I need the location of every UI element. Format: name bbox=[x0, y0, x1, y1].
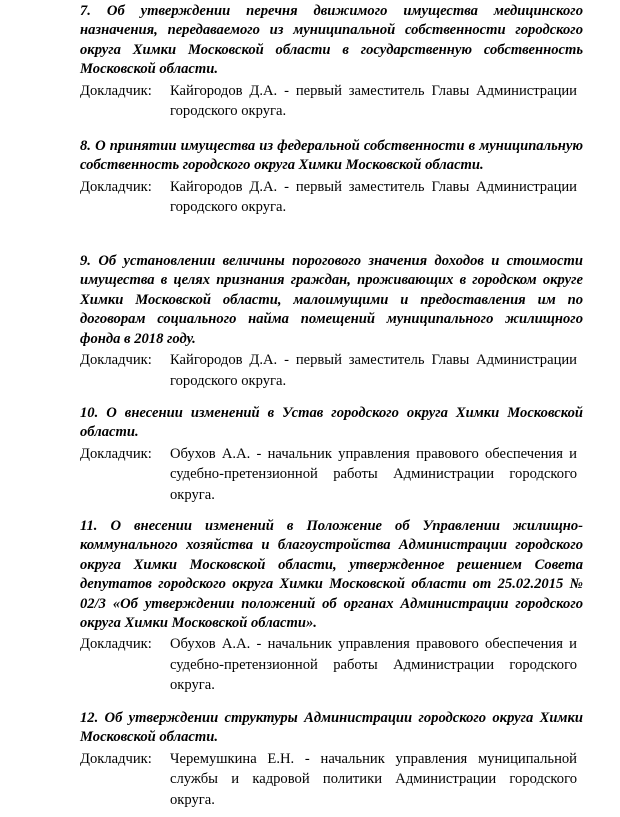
speaker-label: Докладчик: bbox=[80, 82, 152, 99]
agenda-item-title-text: Об установлении величины порогового значения доходов и стоимости имущества в целях признания граждан, проживающих в городском округе Химки Московской области, малоимущими и предоставления им по договорам социального найма помещений муниципального жилищного фонда в 2018 году. bbox=[80, 253, 583, 347]
speaker-row bbox=[80, 749, 583, 811]
agenda-item-title-text: Об утверждении структуры Администрации городского округа Химки Московской области. bbox=[80, 710, 583, 746]
agenda-item-12 bbox=[80, 709, 583, 810]
agenda-item-title bbox=[80, 404, 583, 443]
agenda-item-number: 7. bbox=[80, 3, 91, 19]
agenda-item-7 bbox=[80, 2, 583, 122]
speaker-name: Обухов А.А. - начальник управления правового обеспечения и судебно-претензионной работы Администрации городского округа. bbox=[170, 445, 577, 503]
agenda-item-number: 9. bbox=[80, 253, 91, 269]
agenda-item-title-text: О внесении изменений в Положение об Управлении жилищно-коммунального хозяйства и благоустройства Администрации городского округа Химки Московской области, утвержденное решением Совета депутатов городского округа Химки Московской области от 25.02.2015 № 02/3 «Об утверждении положений об органах Администрации городского округа Химки Московской области». bbox=[80, 518, 583, 632]
speaker-name: Кайгородов Д.А. - первый заместитель Главы Администрации городского округа. bbox=[170, 352, 577, 389]
agenda-item-title-text: Об утверждении перечня движимого имущества медицинского назначения, передаваемого из муниципальной собственности городского округа Химки Московской области в государственную собственность Московской области. bbox=[80, 3, 583, 78]
agenda-item-title bbox=[80, 137, 583, 176]
speaker-name: Обухов А.А. - начальник управления правового обеспечения и судебно-претензионной работы Администрации городского округа. bbox=[170, 636, 577, 694]
agenda-item-number: 11. bbox=[80, 518, 98, 534]
agenda-item-8 bbox=[80, 137, 583, 218]
speaker-label: Докладчик: bbox=[80, 750, 152, 767]
speaker-label: Докладчик: bbox=[80, 178, 152, 195]
speaker-name: Черемушкина Е.Н. - начальник управления муниципальной службы и кадровой политики Администрации городского округа. bbox=[170, 750, 577, 808]
agenda-item-11 bbox=[80, 517, 583, 696]
agenda-item-number: 10. bbox=[80, 405, 99, 421]
agenda-item-number: 12. bbox=[80, 710, 99, 726]
speaker-row bbox=[80, 634, 583, 696]
speaker-label: Докладчик: bbox=[80, 636, 152, 653]
agenda-item-title bbox=[80, 2, 583, 80]
agenda-item-9 bbox=[80, 252, 583, 391]
agenda-item-title bbox=[80, 709, 583, 748]
speaker-row bbox=[80, 350, 583, 391]
agenda-item-title bbox=[80, 252, 583, 349]
agenda-item-title-text: О принятии имущества из федеральной собственности в муниципальную собственность городского округа Химки Московской области. bbox=[80, 138, 583, 174]
speaker-row bbox=[80, 444, 583, 506]
agenda-item-title bbox=[80, 517, 583, 633]
speaker-label: Докладчик: bbox=[80, 445, 152, 462]
speaker-label: Докладчик: bbox=[80, 352, 152, 369]
speaker-row bbox=[80, 81, 583, 122]
agenda-item-number: 8. bbox=[80, 138, 91, 154]
speaker-row bbox=[80, 177, 583, 218]
speaker-name: Кайгородов Д.А. - первый заместитель Главы Администрации городского округа. bbox=[170, 178, 577, 216]
speaker-name: Кайгородов Д.А. - первый заместитель Главы Администрации городского округа. bbox=[170, 82, 577, 120]
agenda-item-title-text: О внесении изменений в Устав городского округа Химки Московской области. bbox=[80, 405, 583, 441]
agenda-item-10 bbox=[80, 404, 583, 505]
